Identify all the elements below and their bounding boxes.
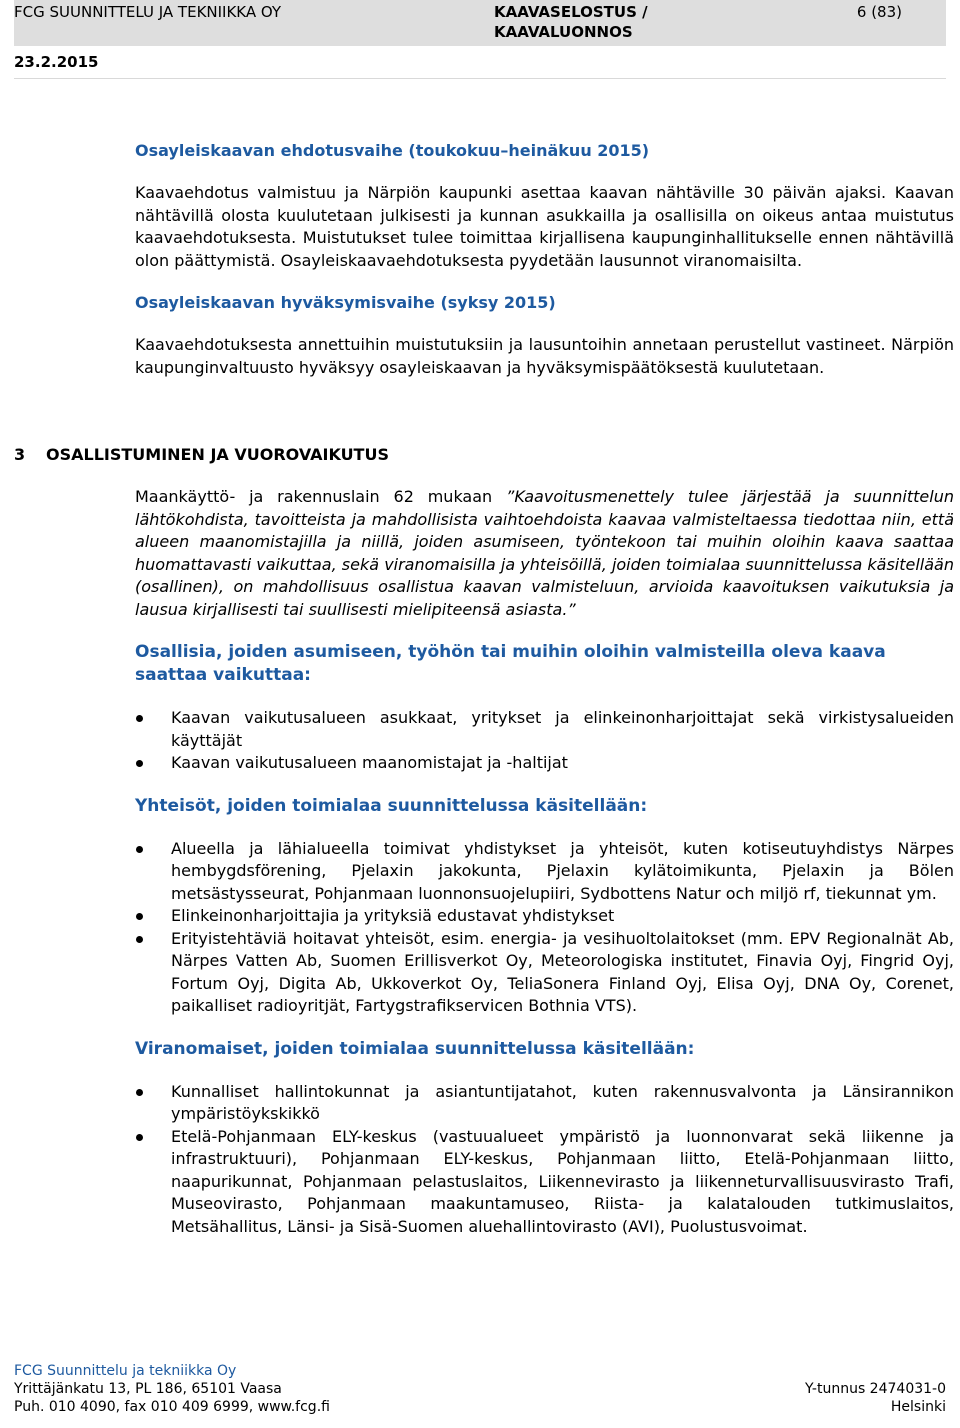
footer-address: Yrittäjänkatu 13, PL 186, 65101 Vaasa	[14, 1381, 282, 1397]
list-item: Kaavan vaikutusalueen maanomistajat ja -haltijat	[135, 752, 954, 775]
para-mrl	[135, 486, 954, 621]
para-ehdotusvaihe: Kaavaehdotus valmistuu ja Närpiön kaupunki asettaa kaavan nähtäville 30 päivän ajaksi. Kaavan nähtävillä olosta kuulutetaan julkisesti ja kunnan asukkailla ja osallisilla on oikeus antaa muistutus kaavaehdotuksesta. Muistutukset tulee toimittaa kirjallisena kaupunginhallitukselle ennen nähtävillä olon päättymistä. Osayleiskaavaehdotuksesta pyydetään lausunnot viranomaisilta.	[135, 183, 954, 270]
heading-ehdotusvaihe: Osayleiskaavan ehdotusvaihe (toukokuu–heinäkuu 2015)	[135, 141, 650, 160]
list-item: Elinkeinonharjoittajia ja yrityksiä edustavat yhdistykset	[135, 905, 954, 928]
list-item: Kunnalliset hallintokunnat ja asiantuntijatahot, kuten rakennusvalvonta ja Länsirannikon ympäristöykskikkö	[135, 1081, 954, 1126]
footer-business-id: Y-tunnus 2474031-0	[805, 1381, 946, 1397]
heading-hyvaksymisvaihe: Osayleiskaavan hyväksymisvaihe (syksy 2015)	[135, 293, 556, 312]
chapter-title: OSALLISTUMINEN JA VUOROVAIKUTUS	[46, 445, 389, 464]
header-date: 23.2.2015	[14, 53, 99, 71]
heading-yhteisot: Yhteisöt, joiden toimialaa suunnittelussa käsitellään:	[135, 795, 648, 816]
mrl-intro: Maankäyttö- ja rakennuslain 62 mukaan	[135, 487, 507, 506]
header-doc-type-line1: KAAVASELOSTUS /	[494, 3, 648, 21]
footer-city: Helsinki	[890, 1399, 946, 1415]
page-footer	[14, 1362, 946, 1416]
heading-osallisia: Osallisia, joiden asumiseen, työhön tai muihin oloihin valmisteilla oleva kaava saattaa vaikuttaa:	[135, 642, 886, 685]
para-hyvaksymisvaihe: Kaavaehdotuksesta annettuihin muistutuksiin ja lausuntoihin annetaan perustellut vastineet. Närpiön kaupunginvaltuusto hyväksyy osayleiskaavan ja hyväksymispäätöksestä kuulutetaan.	[135, 335, 954, 377]
list-viranomaiset	[135, 1081, 954, 1239]
header-rule	[14, 78, 946, 79]
list-item: Etelä-Pohjanmaan ELY-keskus (vastuualueet ympäristö ja luonnonvarat sekä liikenne ja infrastruktuuri), Pohjanmaan ELY-keskus, Pohjanmaan liitto, Etelä-Pohjanmaan liitto, naapurikunnat, Pohjanmaan pelastuslaitos, Liikennevirasto ja liikenneturvallisuusvirasto Trafi, Museovirasto, Pohjanmaan maakuntamuseo, Riista- ja kalatalouden tutkimuslaitos, Metsähallitus, Länsi- ja Sisä-Suomen aluehallintovirasto (AVI), Puolustusvoimat.	[135, 1126, 954, 1239]
list-item: Kaavan vaikutusalueen asukkaat, yritykset ja elinkeinonharjoittajat sekä virkistysalueiden käyttäjät	[135, 707, 954, 752]
list-item: Erityistehtäviä hoitavat yhteisöt, esim. energia- ja vesihuoltolaitokset (mm. EPV Regionalnät Ab, Närpes Vatten Ab, Suomen Erillisverkot Oy, Meteorologiska institutet, Finavia Oyj, Fingrid Oyj, Fortum Oyj, Digita Ab, Ukkoverkot Oy, TeliaSonera Finland Oyj, Elisa Oyj, DNA Oy, Corenet, paikalliset radioyritjät, Fartygstrafikservicen Bothnia VTS).	[135, 928, 954, 1018]
header-doc-type-line2: KAAVALUONNOS	[494, 23, 633, 41]
chapter-heading	[14, 444, 389, 466]
heading-viranomaiset: Viranomaiset, joiden toimialaa suunnittelussa käsitellään:	[135, 1038, 695, 1059]
document-body	[135, 140, 954, 379]
header-page-number: 6 (83)	[856, 3, 902, 21]
footer-company: FCG Suunnittelu ja tekniikka Oy	[14, 1363, 237, 1379]
page-header	[14, 0, 946, 80]
header-doc-type	[494, 2, 648, 42]
footer-contact: Puh. 010 4090, fax 010 409 6999, www.fcg.fi	[14, 1399, 330, 1415]
list-yhteisot	[135, 838, 954, 1018]
chapter-number: 3	[14, 445, 26, 464]
document-body-chapter3	[135, 486, 954, 1238]
list-osallisia	[135, 707, 954, 775]
header-company: FCG SUUNNITTELU JA TEKNIIKKA OY	[14, 3, 282, 21]
mrl-quote: ”Kaavoitusmenettely tulee järjestää ja suunnittelun lähtökohdista, tavoitteista ja mahdollisista vaihtoehdoista kaavaa valmisteltaessa tiedottaa niin, että alueen maanomistajilla ja niillä, joiden asumiseen, työntekoon tai muihin oloihin kaava saattaa huomattavasti vaikuttaa, sekä viranomaisilla ja yhteisöillä, joiden toimialaa suunnittelussa käsitellään (osallinen), on mahdollisuus osallistua kaavan valmisteluun, arvioida kaavoituksen vaikutuksia ja lausua kirjallisesti tai suullisesti mielipiteensä asiasta.”	[135, 487, 954, 619]
list-item: Alueella ja lähialueella toimivat yhdistykset ja yhteisöt, kuten kotiseutuyhdistys Närpes hembygdsförening, Pjelaxin jakokunta, Pjelaxin kylätoimikunta, Pjelaxin ja Bölen metsästysseurat, Pohjanmaan luonnonsuojelupiiri, Sydbottens Natur och miljö rf, tiekunnat ym.	[135, 838, 954, 906]
